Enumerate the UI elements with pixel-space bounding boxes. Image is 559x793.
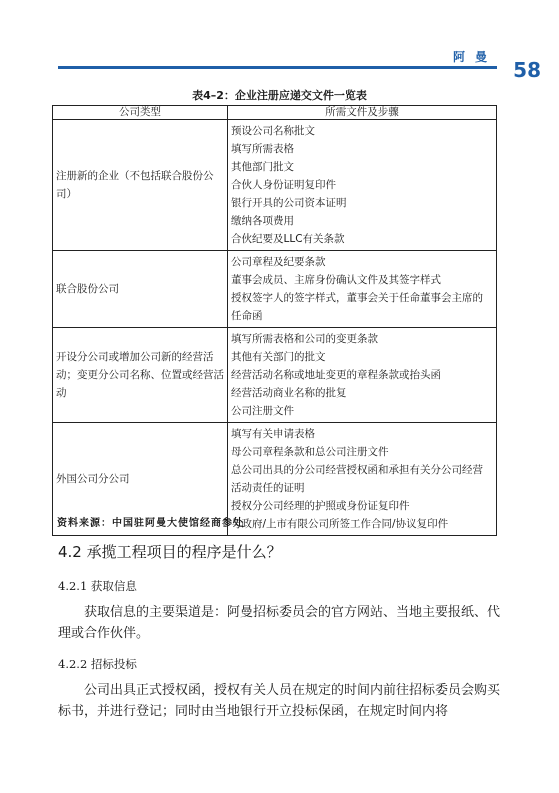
step-item: 预设公司名称批文 xyxy=(231,125,315,137)
step-item: 合伙纪要及LLC有关条款 xyxy=(231,233,345,245)
company-type-cell: 开设分公司或增加公司新的经营活动；变更分公司名称、位置或经营活动 xyxy=(53,328,228,423)
step-item: 经营活动名称或地址变更的章程条款或抬头函 xyxy=(231,369,441,381)
step-item: 填写所需表格 xyxy=(231,143,294,155)
page-number: 58 xyxy=(513,58,541,82)
column-header-required-documents: 所需文件及步骤 xyxy=(228,106,497,120)
step-item: 总公司出具的分公司经营授权函和承担有关分公司经营活动责任的证明 xyxy=(231,464,483,494)
step-item: 填写所需表格和公司的变更条款 xyxy=(231,333,378,345)
company-type-cell: 联合股份公司 xyxy=(53,251,228,328)
step-item: 董事会成员、主席身份确认文件及其签字样式 xyxy=(231,274,441,286)
table-row xyxy=(53,120,497,251)
table-row xyxy=(53,328,497,423)
step-item: 公司注册文件 xyxy=(231,405,294,417)
header-rule xyxy=(58,66,497,69)
step-item: 母公司章程条款和总公司注册文件 xyxy=(231,446,389,458)
table-source-note: 资料来源：中国驻阿曼大使馆经商参处 xyxy=(57,518,244,529)
company-type-cell: 外国公司分公司 xyxy=(53,423,228,536)
step-item: 合伙人身份证明复印件 xyxy=(231,179,336,191)
paragraph-get-info: 获取信息的主要渠道是：阿曼招标委员会的官方网站、当地主要报纸、代理或合作伙伴。 xyxy=(58,605,501,641)
step-item: 公司章程及纪要条款 xyxy=(231,256,326,268)
step-item: 其他部门批文 xyxy=(231,161,294,173)
step-item: 银行开具的公司资本证明 xyxy=(231,197,347,209)
step-item: 经营活动商业名称的批复 xyxy=(231,387,347,399)
step-item: 填写有关申请表格 xyxy=(231,428,315,440)
column-header-company-type: 公司类型 xyxy=(53,106,228,120)
subsection-heading-bidding: 4.2.2 招标投标 xyxy=(58,657,137,671)
section-heading: 4.2 承揽工程项目的程序是什么？ xyxy=(58,543,282,561)
step-item: 授权分公司经理的护照或身份证复印件 xyxy=(231,500,410,512)
paragraph-bidding: 公司出具正式授权函，授权有关人员在规定的时间内前往招标委员会购买标书，并进行登记；同时由当地银行开立投标保函，在规定时间内将 xyxy=(58,683,501,719)
step-item: 其他有关部门的批文 xyxy=(231,351,326,363)
steps-cell xyxy=(228,423,497,536)
company-type-cell: 注册新的企业（不包括联合股份公司） xyxy=(53,120,228,251)
subsection-heading-get-info: 4.2.1 获取信息 xyxy=(58,579,137,593)
registration-documents-table xyxy=(52,105,497,536)
running-header-label: 阿曼 xyxy=(452,50,497,64)
step-item: 与政府/上市有限公司所签工作合同/协议复印件 xyxy=(231,518,449,530)
step-item: 授权签字人的签字样式，董事会关于任命董事会主席的任命函 xyxy=(231,292,483,322)
steps-cell xyxy=(228,251,497,328)
step-item: 缴纳各项费用 xyxy=(231,215,294,227)
table-header-row xyxy=(53,106,497,120)
table-row xyxy=(53,251,497,328)
steps-cell xyxy=(228,328,497,423)
table-caption: 表4–2：企业注册应递交文件一览表 xyxy=(192,89,367,102)
steps-cell xyxy=(228,120,497,251)
